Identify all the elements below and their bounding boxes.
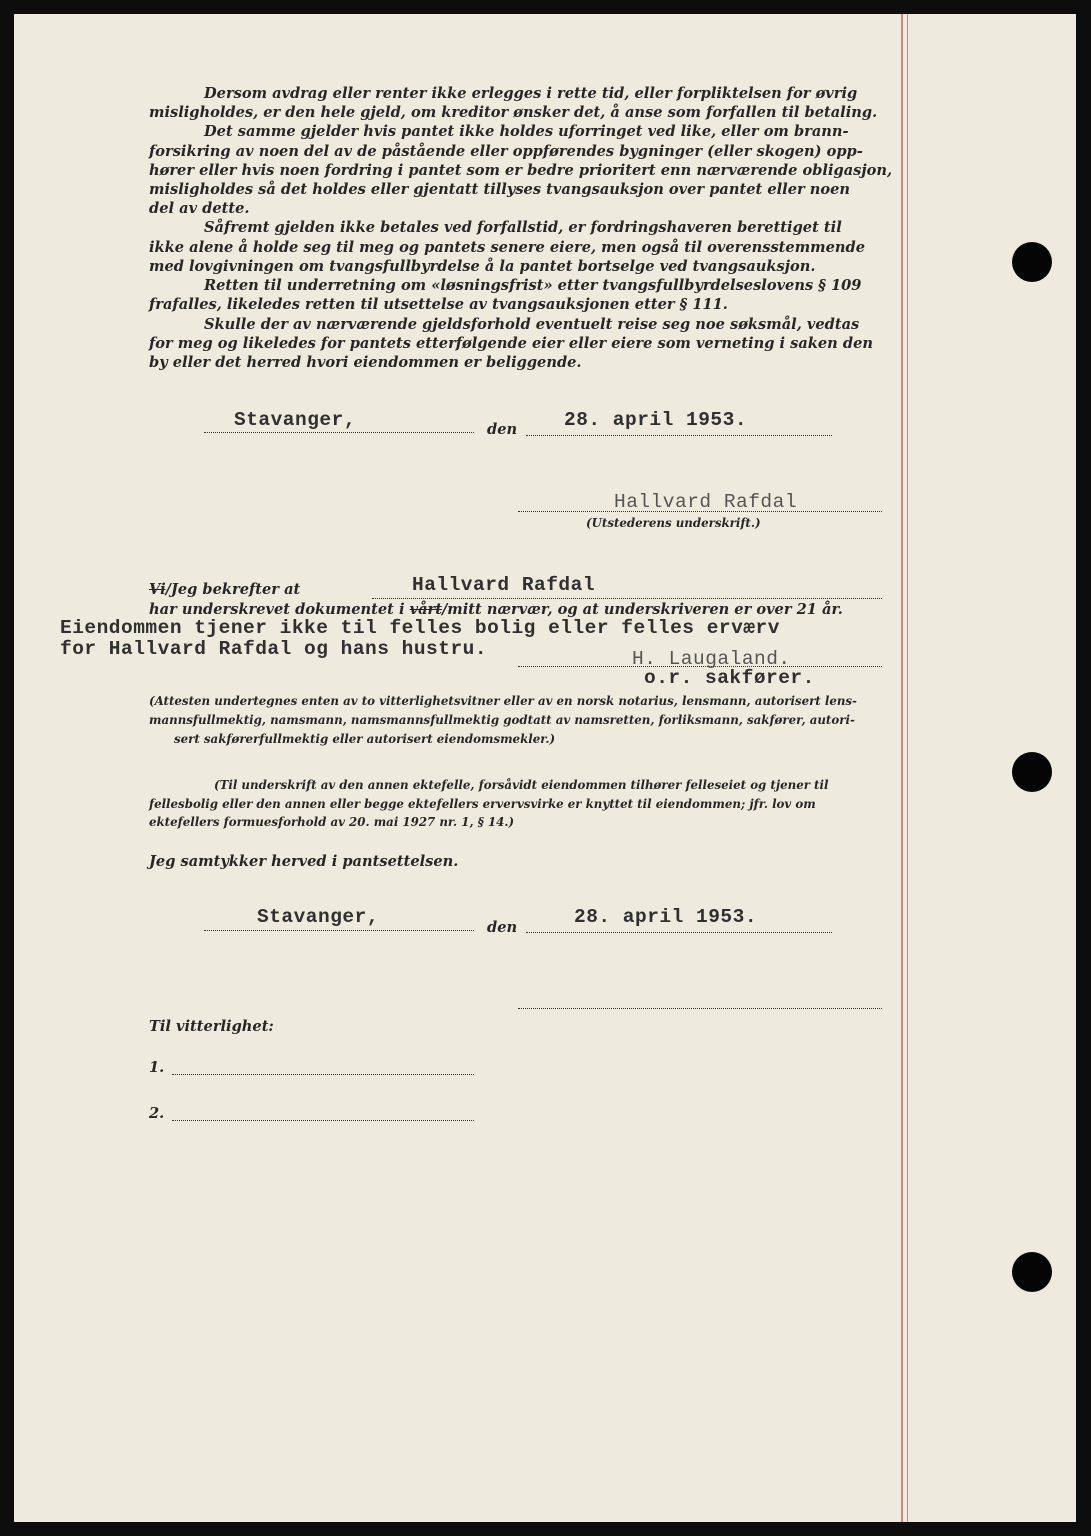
clause-line: del av dette. (149, 200, 250, 217)
clause-line: for meg og likeledes for pantets etterfølgende eier eller eiere som verneting i saken den (149, 335, 873, 352)
attestation-instruction: sert sakførerfullmektig eller autorisert eiendomsmekler.) (174, 732, 556, 746)
attested-name-line (372, 598, 882, 599)
margin-line-thin (907, 14, 908, 1522)
clause-line: Dersom avdrag eller renter ikke erlegges i rette tid, eller forpliktelsen for øvrig (204, 85, 858, 102)
spouse-signature-line (518, 1008, 882, 1009)
spouse-note: fellesbolig eller den annen eller begge ektefellers ervervsvirke er knyttet til eiendommen; jfr. lov om (149, 797, 816, 811)
place-1: Stavanger, (234, 409, 357, 431)
attestation-instruction: (Attesten undertegnes enten av to vitterlighetsvitner eller av en norsk notarius, lensmann, autorisert lens- (149, 694, 857, 708)
den-label-2: den (487, 919, 518, 936)
clause-line: med lovgivningen om tvangsfullbyrdelse å la pantet bortselge ved tvangsauksjon. (149, 258, 816, 275)
attestor-signature: H. Laugaland. (632, 648, 791, 670)
document-page (14, 14, 1076, 1522)
clause-line: by eller det herred hvori eiendommen er beliggende. (149, 354, 582, 371)
clause-line: forsikring av noen del av de påstående eller oppførendes bygninger (eller skogen) opp- (149, 143, 863, 160)
attestation-prefix-text: /Jeg bekrefter at (165, 581, 301, 598)
clause-line: Retten til underretning om «løsningsfrist» etter tvangsfullbyrdelseslovens § 109 (204, 277, 862, 294)
clause-line: Skulle der av nærværende gjeldsforhold eventuelt reise seg noe søksmål, vedtas (204, 316, 860, 333)
attestor-title: o.r. sakfører. (644, 667, 815, 689)
date-2: 28. april 1953. (574, 906, 758, 928)
place-line-1 (204, 432, 474, 433)
punch-hole-1 (1012, 242, 1052, 282)
place-2: Stavanger, (257, 906, 380, 928)
date-line-2 (526, 932, 832, 933)
witness-number-2: 2. (149, 1105, 165, 1122)
clause-line: misligholdes, er den hele gjeld, om kreditor ønsker det, å anse som forfallen til betaling. (149, 104, 878, 121)
spouse-note: ektefellers formuesforhold av 20. mai 1927 nr. 1, § 14.) (149, 815, 515, 829)
clause-line: Det samme gjelder hvis pantet ikke holdes uforringet ved like, eller om brann- (204, 123, 849, 140)
issuer-signature-line (518, 511, 882, 512)
attestation-text-b: /mitt nærvær, og at underskriveren er over 21 år. (441, 601, 843, 618)
consent-text: Jeg samtykker herved i pantsettelsen. (149, 853, 459, 870)
clause-line: hører eller hvis noen fordring i pantet som er bedre prioritert enn nærværende obligasjon, (149, 162, 893, 179)
witness-line-1 (172, 1074, 474, 1075)
typed-note-line-2: for Hallvard Rafdal og hans hustru. (60, 638, 488, 660)
attestation-text-a: har underskrevet dokumentet i (149, 601, 410, 618)
punch-hole-2 (1012, 752, 1052, 792)
typed-note-line-1: Eiendommen tjener ikke til felles bolig eller felles erværv (60, 617, 780, 639)
issuer-name: Hallvard Rafdal (614, 491, 798, 513)
clause-line: misligholdes så det holdes eller gjentatt tillyses tvangsauksjon over pantet eller noen (149, 181, 850, 198)
clause-line: frafalles, likeledes retten til utsettelse av tvangsauksjonen etter § 111. (149, 296, 728, 313)
punch-hole-3 (1012, 1252, 1052, 1292)
attestation-instruction: mannsfullmektig, namsmann, namsmannsfullmektig godtatt av namsretten, forliksmann, sakfører, autori- (149, 713, 855, 727)
date-1: 28. april 1953. (564, 409, 748, 431)
clause-line: ikke alene å holde seg til meg og pantets senere eiere, men også til overensstemmende (149, 239, 865, 256)
spouse-note: (Til underskrift av den annen ektefelle, forsåvidt eiendommen tilhører felleseiet og tjener til (214, 778, 829, 792)
den-label-1: den (487, 421, 518, 438)
witness-heading: Til vitterlighet: (149, 1018, 274, 1035)
witness-line-2 (172, 1120, 474, 1121)
margin-line (901, 14, 903, 1522)
struck-prefix: Vi (149, 581, 166, 598)
issuer-caption: (Utstederens underskrift.) (586, 516, 761, 530)
place-line-2 (204, 930, 474, 931)
struck-word: vårt (409, 601, 442, 618)
clause-line: Såfremt gjelden ikke betales ved forfallstid, er fordringshaveren berettiget til (204, 219, 842, 236)
attested-name: Hallvard Rafdal (412, 574, 596, 596)
witness-number-1: 1. (149, 1059, 165, 1076)
attestation-prefix (149, 580, 300, 599)
date-line-1 (526, 435, 832, 436)
